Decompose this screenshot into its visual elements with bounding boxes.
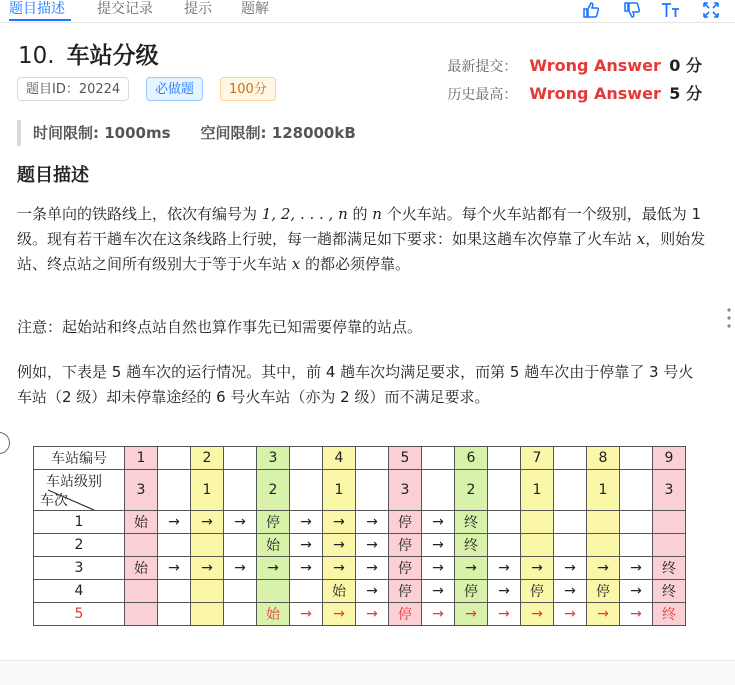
train-row (34, 534, 686, 557)
font-size-icon[interactable] (660, 0, 682, 20)
level-train-header (34, 470, 125, 511)
schedule-cell: → (620, 580, 653, 603)
station-number-cell (356, 447, 389, 470)
schedule-cell: 始 (323, 580, 356, 603)
problem-number: 10. (18, 43, 55, 69)
schedule-cell: → (323, 603, 356, 626)
schedule-cell: 停 (389, 511, 422, 534)
schedule-cell: → (356, 580, 389, 603)
best-submission-label: 历史最高： (447, 87, 518, 103)
station-table (33, 446, 686, 626)
schedule-cell: → (587, 557, 620, 580)
schedule-cell: → (521, 557, 554, 580)
schedule-cell: 始 (125, 557, 158, 580)
schedule-cell (224, 580, 257, 603)
schedule-cell (191, 534, 224, 557)
train-row (34, 603, 686, 626)
math-x: x (636, 230, 646, 248)
bottom-panel (0, 660, 735, 685)
tab-bar (0, 0, 735, 23)
problem-id-badge: 题目ID：20224 (17, 77, 129, 101)
station-level-cell: 1 (323, 470, 356, 511)
station-level-cell (554, 470, 587, 511)
train-number-cell: 3 (34, 557, 125, 580)
schedule-cell (125, 580, 158, 603)
schedule-cell: 停 (455, 580, 488, 603)
best-score: 5 分 (669, 84, 702, 103)
drag-handle-icon[interactable] (723, 305, 735, 331)
schedule-cell: 终 (653, 580, 686, 603)
active-tab-indicator (9, 19, 71, 21)
station-number-cell (554, 447, 587, 470)
schedule-cell: 终 (653, 557, 686, 580)
expand-icon[interactable] (700, 0, 722, 20)
schedule-cell (587, 511, 620, 534)
schedule-cell: → (158, 557, 191, 580)
memory-limit: 空间限制: 128000kB (200, 124, 356, 142)
schedule-cell: 终 (653, 603, 686, 626)
best-result[interactable]: Wrong Answer (529, 84, 661, 103)
math-n: n (372, 205, 382, 223)
schedule-cell: → (422, 557, 455, 580)
schedule-cell (620, 534, 653, 557)
schedule-cell (125, 603, 158, 626)
schedule-cell: → (521, 603, 554, 626)
text-segment: 个火车站。每个火车站都有一个级别，最低为 1 级。现有若干趟车次在这条线路上行驶，每一趟都满足如下要求：如果这趟车次停靠了火车站 (17, 205, 702, 248)
schedule-cell: → (422, 534, 455, 557)
station-number-cell: 3 (257, 447, 290, 470)
station-number-row (34, 447, 686, 470)
schedule-cell (158, 580, 191, 603)
schedule-cell: → (356, 557, 389, 580)
schedule-cell (521, 534, 554, 557)
schedule-cell: 停 (389, 534, 422, 557)
station-number-cell: 6 (455, 447, 488, 470)
schedule-cell: 停 (257, 511, 290, 534)
text-segment: ，则始发站、终点站之间所有级别大于等于火车站 (17, 230, 706, 273)
train-row (34, 557, 686, 580)
score-badge: 100分 (220, 77, 276, 101)
schedule-cell: → (224, 511, 257, 534)
note-paragraph: 注意：起始站和终点站自然也算作事先已知需要停靠的站点。 (17, 318, 423, 336)
station-number-cell (620, 447, 653, 470)
level-header-label: 车站级别 (46, 474, 102, 490)
schedule-cell: → (587, 603, 620, 626)
problem-name: 车站分级 (66, 43, 159, 69)
schedule-cell: → (488, 557, 521, 580)
example-paragraph: 例如，下表是 5 趟车次的运行情况。其中，前 4 趟车次均满足要求，而第 5 趟车次由于停靠了 3 号火车站（2 级）却未停靠途经的 6 号火车站（亦为 2 级）而不满足要求。 (17, 363, 694, 406)
schedule-cell: → (356, 534, 389, 557)
schedule-cell: → (455, 557, 488, 580)
schedule-cell: 停 (389, 557, 422, 580)
station-number-cell (488, 447, 521, 470)
schedule-cell (620, 511, 653, 534)
station-number-header: 车站编号 (34, 447, 125, 470)
schedule-cell: 始 (257, 603, 290, 626)
schedule-cell (290, 580, 323, 603)
thumbs-down-icon[interactable] (621, 0, 643, 20)
best-submission (447, 81, 702, 104)
station-level-cell: 3 (653, 470, 686, 511)
math-x: x (291, 255, 301, 273)
station-level-cell (158, 470, 191, 511)
schedule-cell: → (554, 603, 587, 626)
text-segment: 的 (347, 205, 373, 223)
station-number-cell: 1 (125, 447, 158, 470)
text-segment: 一条单向的铁路线上，依次有编号为 (17, 205, 262, 223)
station-number-cell (422, 447, 455, 470)
train-number-cell: 1 (34, 511, 125, 534)
schedule-cell: → (422, 511, 455, 534)
schedule-cell: 始 (257, 534, 290, 557)
schedule-cell: → (191, 511, 224, 534)
station-level-row (34, 470, 686, 511)
schedule-cell (488, 534, 521, 557)
station-level-cell: 1 (191, 470, 224, 511)
schedule-cell (125, 534, 158, 557)
schedule-cell: → (422, 580, 455, 603)
thumbs-up-icon[interactable] (580, 0, 602, 20)
station-number-cell (158, 447, 191, 470)
collapse-handle-icon[interactable] (0, 432, 10, 454)
diagonal-header (34, 470, 124, 510)
schedule-cell: → (356, 603, 389, 626)
station-level-cell (620, 470, 653, 511)
schedule-cell: → (455, 603, 488, 626)
schedule-cell: → (323, 511, 356, 534)
schedule-cell: → (158, 511, 191, 534)
train-number-cell: 5 (34, 603, 125, 626)
station-level-cell: 3 (125, 470, 158, 511)
problem-title (18, 37, 159, 70)
latest-score: 0 分 (669, 56, 702, 75)
station-number-cell (224, 447, 257, 470)
schedule-cell: → (290, 534, 323, 557)
station-number-cell: 4 (323, 447, 356, 470)
schedule-cell (587, 534, 620, 557)
latest-submission (447, 53, 702, 76)
section-title: 题目描述 (17, 165, 89, 186)
description-paragraph (17, 202, 707, 277)
station-level-cell (488, 470, 521, 511)
schedule-cell (224, 534, 257, 557)
schedule-cell (191, 603, 224, 626)
schedule-cell: → (620, 557, 653, 580)
station-number-cell: 7 (521, 447, 554, 470)
schedule-cell (653, 511, 686, 534)
train-header-label: 车次 (40, 493, 68, 509)
train-number-cell: 2 (34, 534, 125, 557)
schedule-cell (257, 580, 290, 603)
schedule-cell: 停 (587, 580, 620, 603)
schedule-cell: 终 (455, 534, 488, 557)
station-level-cell: 3 (389, 470, 422, 511)
schedule-cell: → (620, 603, 653, 626)
schedule-cell: → (290, 511, 323, 534)
tab-submissions[interactable]: 提交记录 (97, 1, 153, 17)
schedule-cell (224, 603, 257, 626)
station-level-cell: 2 (257, 470, 290, 511)
station-level-cell: 1 (587, 470, 620, 511)
schedule-cell (191, 580, 224, 603)
schedule-cell: → (290, 603, 323, 626)
schedule-cell (521, 511, 554, 534)
schedule-cell: → (554, 557, 587, 580)
station-number-cell: 8 (587, 447, 620, 470)
schedule-cell: 停 (389, 603, 422, 626)
schedule-cell (158, 534, 191, 557)
schedule-cell: → (323, 534, 356, 557)
text-segment: 的都必须停靠。 (300, 255, 411, 273)
math-sequence: 1, 2, . . . , n (261, 205, 348, 223)
limits-bar (17, 120, 356, 146)
latest-result[interactable]: Wrong Answer (529, 56, 661, 75)
station-level-cell (290, 470, 323, 511)
station-level-cell: 2 (455, 470, 488, 511)
schedule-cell (554, 534, 587, 557)
station-level-cell (422, 470, 455, 511)
station-number-cell (290, 447, 323, 470)
schedule-cell: → (488, 603, 521, 626)
station-number-cell: 9 (653, 447, 686, 470)
tab-hint[interactable]: 提示 (184, 1, 212, 17)
schedule-cell: → (257, 557, 290, 580)
latest-submission-label: 最新提交： (447, 59, 518, 75)
schedule-cell (488, 511, 521, 534)
station-level-cell (224, 470, 257, 511)
required-badge: 必做题 (146, 77, 203, 101)
train-row (34, 511, 686, 534)
tab-solution[interactable]: 题解 (241, 1, 269, 17)
schedule-cell: → (224, 557, 257, 580)
schedule-cell: → (554, 580, 587, 603)
schedule-cell: 停 (521, 580, 554, 603)
schedule-cell (158, 603, 191, 626)
schedule-cell: → (290, 557, 323, 580)
station-number-cell: 2 (191, 447, 224, 470)
schedule-cell: → (356, 511, 389, 534)
schedule-cell (653, 534, 686, 557)
schedule-cell: 停 (389, 580, 422, 603)
train-row (34, 580, 686, 603)
schedule-cell: → (488, 580, 521, 603)
schedule-cell: 终 (455, 511, 488, 534)
schedule-cell (554, 511, 587, 534)
time-limit: 时间限制: 1000ms (33, 124, 171, 142)
schedule-cell: → (323, 557, 356, 580)
station-level-cell (356, 470, 389, 511)
schedule-cell: → (422, 603, 455, 626)
schedule-cell: → (191, 557, 224, 580)
schedule-cell: 始 (125, 511, 158, 534)
station-number-cell: 5 (389, 447, 422, 470)
station-level-cell: 1 (521, 470, 554, 511)
tab-description[interactable]: 题目描述 (9, 1, 65, 17)
train-number-cell: 4 (34, 580, 125, 603)
